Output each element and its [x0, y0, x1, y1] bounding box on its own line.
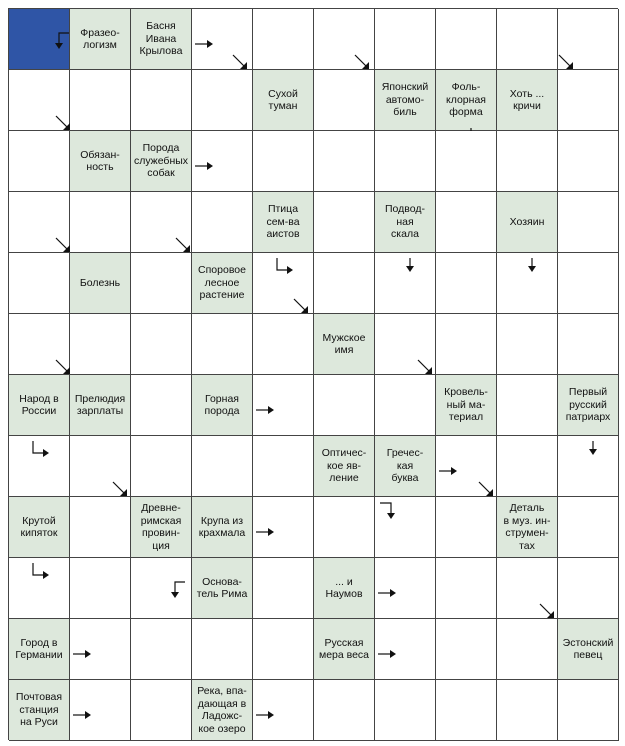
clue-cell [131, 497, 192, 558]
clue-arrow-icon [194, 161, 214, 171]
clue-cell [192, 680, 253, 741]
clue-cell [375, 436, 436, 497]
answer-cell[interactable] [436, 680, 497, 741]
clue-cell [314, 436, 375, 497]
answer-cell[interactable] [253, 436, 314, 497]
answer-cell[interactable] [558, 314, 619, 375]
clue-arrow-icon [405, 257, 415, 273]
clue-text: Японский автомо- биль [381, 81, 429, 119]
answer-cell[interactable] [253, 375, 314, 436]
answer-cell[interactable] [131, 314, 192, 375]
clue-cell [497, 192, 558, 253]
answer-cell[interactable] [558, 70, 619, 131]
answer-cell[interactable] [70, 436, 131, 497]
clue-arrow-icon [55, 115, 71, 131]
answer-cell[interactable] [314, 497, 375, 558]
answer-cell[interactable] [131, 680, 192, 741]
answer-cell[interactable] [497, 619, 558, 680]
answer-cell[interactable] [192, 131, 253, 192]
clue-arrow-icon [175, 237, 191, 253]
clue-arrow-icon [354, 54, 370, 70]
clue-text: Народ в России [19, 392, 59, 417]
clue-text: Птица сем-ва аистов [266, 203, 300, 241]
clue-text: Болезнь [79, 276, 121, 289]
answer-cell[interactable] [131, 70, 192, 131]
answer-cell[interactable] [497, 314, 558, 375]
clue-text: Хозяин [509, 215, 545, 228]
clue-text: Басня Ивана Крылова [139, 20, 183, 58]
answer-cell[interactable] [70, 314, 131, 375]
clue-text: ... и Наумов [325, 575, 363, 600]
crossword-grid [8, 8, 618, 740]
answer-cell[interactable] [497, 253, 558, 314]
clue-text: Фразео- логизм [80, 26, 120, 51]
clue-text: Прелюдия зарплаты [74, 392, 126, 417]
clue-arrow-icon [255, 527, 275, 537]
answer-cell[interactable] [375, 131, 436, 192]
clue-arrow-icon [72, 710, 92, 720]
answer-cell[interactable] [253, 558, 314, 619]
clue-cell [192, 497, 253, 558]
answer-cell[interactable] [314, 375, 375, 436]
clue-cell [9, 375, 70, 436]
clue-text: Горная порода [204, 392, 240, 417]
answer-cell[interactable] [375, 680, 436, 741]
answer-cell[interactable] [497, 558, 558, 619]
clue-cell [436, 70, 497, 131]
answer-cell[interactable] [558, 9, 619, 70]
answer-cell[interactable] [436, 253, 497, 314]
answer-cell[interactable] [436, 558, 497, 619]
answer-cell[interactable] [375, 253, 436, 314]
clue-text: Обязан- ность [80, 148, 120, 173]
clue-text: Порода служебных собак [133, 142, 189, 180]
answer-cell[interactable] [314, 253, 375, 314]
clue-arrow-icon [194, 39, 214, 49]
clue-text: Город в Германии [15, 636, 63, 661]
clue-cell [558, 375, 619, 436]
clue-text: Эстонский певец [562, 636, 614, 661]
answer-cell[interactable] [9, 192, 70, 253]
answer-cell[interactable] [70, 680, 131, 741]
answer-cell[interactable] [192, 192, 253, 253]
clue-text: Мужское имя [322, 331, 366, 356]
answer-cell[interactable] [558, 497, 619, 558]
answer-cell[interactable] [497, 680, 558, 741]
answer-cell[interactable] [558, 436, 619, 497]
answer-cell[interactable] [558, 558, 619, 619]
answer-cell[interactable] [314, 131, 375, 192]
clue-arrow-icon [255, 710, 275, 720]
clue-arrow-icon [438, 466, 458, 476]
clue-cell [131, 9, 192, 70]
answer-cell[interactable] [314, 680, 375, 741]
clue-text: Споровое лесное растение [198, 264, 246, 302]
answer-cell[interactable] [70, 192, 131, 253]
clue-text: Русская мера веса [318, 636, 370, 661]
answer-cell[interactable] [9, 436, 70, 497]
clue-text: Почтовая станция на Руси [15, 691, 63, 729]
answer-cell[interactable] [131, 558, 192, 619]
answer-cell[interactable] [192, 619, 253, 680]
clue-text: Подвод- ная скала [385, 203, 425, 241]
answer-cell[interactable] [131, 619, 192, 680]
clue-arrow-icon [31, 562, 51, 580]
answer-cell[interactable] [436, 192, 497, 253]
answer-cell[interactable] [436, 436, 497, 497]
answer-cell[interactable] [314, 70, 375, 131]
clue-arrow-icon [379, 501, 399, 521]
answer-cell[interactable] [558, 131, 619, 192]
answer-cell[interactable] [9, 131, 70, 192]
answer-cell[interactable] [9, 253, 70, 314]
answer-cell[interactable] [253, 619, 314, 680]
answer-cell[interactable] [436, 619, 497, 680]
clue-cell [9, 680, 70, 741]
answer-cell[interactable] [253, 314, 314, 375]
clue-cell [314, 619, 375, 680]
clue-arrow-icon [478, 481, 494, 497]
clue-arrow-icon [293, 298, 309, 314]
clue-arrow-icon [31, 440, 51, 458]
answer-cell[interactable] [9, 314, 70, 375]
answer-cell[interactable] [375, 497, 436, 558]
clue-text: Гречес- кая буква [386, 447, 424, 485]
answer-cell[interactable] [314, 192, 375, 253]
clue-arrow-icon [377, 649, 397, 659]
clue-arrow-icon [588, 440, 598, 456]
clue-arrow-icon [417, 359, 433, 375]
clue-cell [314, 558, 375, 619]
clue-cell [375, 70, 436, 131]
answer-cell[interactable] [314, 9, 375, 70]
clue-cell [253, 192, 314, 253]
clue-arrow-icon [539, 603, 555, 619]
clue-cell [497, 497, 558, 558]
clue-arrow-icon [232, 54, 248, 70]
clue-text: Оптичес- кое яв- ление [321, 447, 367, 485]
answer-cell[interactable] [253, 497, 314, 558]
clue-text: Сухой туман [268, 87, 298, 112]
clue-cell [436, 375, 497, 436]
answer-cell[interactable] [253, 9, 314, 70]
clue-cell [9, 497, 70, 558]
answer-cell[interactable] [192, 9, 253, 70]
answer-cell[interactable] [558, 680, 619, 741]
answer-cell[interactable] [131, 253, 192, 314]
clue-cell [375, 192, 436, 253]
clue-text: Крутой кипяток [20, 514, 58, 539]
clue-cell [192, 375, 253, 436]
clue-cell [70, 9, 131, 70]
clue-text: Река, впа- дающая в Ладожс- кое озеро [197, 685, 247, 735]
clue-arrow-icon [55, 237, 71, 253]
answer-cell[interactable] [375, 314, 436, 375]
answer-cell[interactable] [9, 558, 70, 619]
clue-text: Первый русский патриарх [565, 386, 611, 424]
clue-text: Деталь в муз. ин- струмен- тах [503, 502, 551, 552]
answer-cell[interactable] [558, 253, 619, 314]
clue-arrow-icon [55, 31, 71, 51]
clue-arrow-icon [171, 580, 187, 600]
answer-cell[interactable] [70, 497, 131, 558]
answer-cell[interactable] [436, 497, 497, 558]
answer-cell[interactable] [375, 558, 436, 619]
clue-arrow-icon [72, 649, 92, 659]
answer-cell[interactable] [253, 131, 314, 192]
clue-arrow-icon [55, 359, 71, 375]
answer-cell[interactable] [70, 558, 131, 619]
clue-text: Хоть ... кричи [509, 87, 545, 112]
answer-cell[interactable] [497, 436, 558, 497]
answer-cell[interactable] [436, 314, 497, 375]
clue-cell [131, 131, 192, 192]
answer-cell[interactable] [192, 70, 253, 131]
clue-text: Кровель- ный ма- териал [444, 386, 488, 424]
clue-cell [253, 70, 314, 131]
clue-cell [192, 558, 253, 619]
clue-cell [314, 314, 375, 375]
clue-cell [497, 70, 558, 131]
clue-text: Фоль- клорная форма [446, 81, 486, 119]
answer-cell[interactable] [9, 70, 70, 131]
answer-cell[interactable] [497, 375, 558, 436]
clue-arrow-icon [112, 481, 128, 497]
clue-text: Крупа из крахмала [198, 514, 246, 539]
clue-arrow-icon [275, 257, 295, 275]
answer-cell[interactable] [192, 314, 253, 375]
answer-cell[interactable] [70, 70, 131, 131]
clue-text: Основа- тель Рима [196, 575, 248, 600]
clue-arrow-icon [527, 257, 537, 273]
clue-cell [558, 619, 619, 680]
clue-arrow-icon [558, 54, 574, 70]
answer-cell[interactable] [253, 680, 314, 741]
answer-cell[interactable] [497, 9, 558, 70]
clue-cell [70, 375, 131, 436]
answer-cell[interactable] [436, 9, 497, 70]
answer-cell[interactable] [558, 192, 619, 253]
answer-cell[interactable] [375, 375, 436, 436]
clue-cell [9, 619, 70, 680]
corner-cell [9, 9, 70, 70]
answer-cell[interactable] [192, 436, 253, 497]
clue-cell [70, 253, 131, 314]
answer-cell[interactable] [131, 375, 192, 436]
clue-arrow-icon [377, 588, 397, 598]
clue-arrow-icon [255, 405, 275, 415]
answer-cell[interactable] [436, 131, 497, 192]
clue-text: Древне- римская провин- ция [140, 502, 182, 552]
answer-cell[interactable] [70, 619, 131, 680]
clue-cell [192, 253, 253, 314]
answer-cell[interactable] [497, 131, 558, 192]
answer-cell[interactable] [131, 436, 192, 497]
answer-cell[interactable] [375, 9, 436, 70]
answer-cell[interactable] [131, 192, 192, 253]
answer-cell[interactable] [375, 619, 436, 680]
answer-cell[interactable] [253, 253, 314, 314]
clue-cell [70, 131, 131, 192]
